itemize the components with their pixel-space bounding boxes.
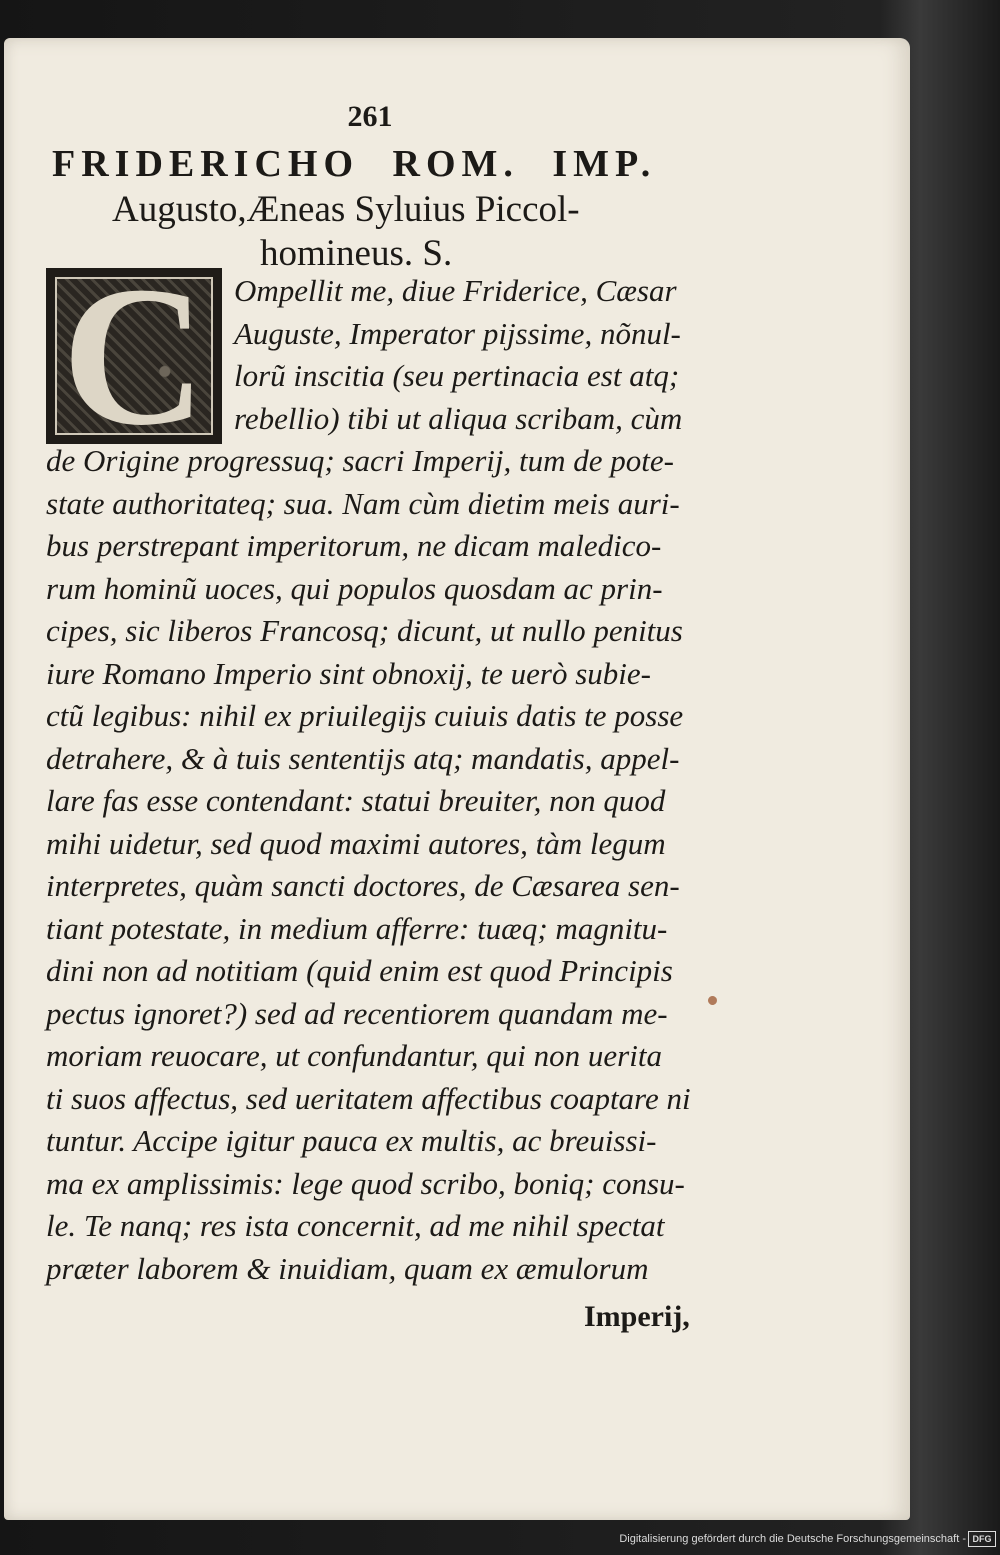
- title-line-2: Augusto,Æneas Syluius Piccol-: [112, 189, 580, 230]
- catchword: Imperij,: [584, 1300, 690, 1333]
- digitization-credit: Digitalisierung gefördert durch die Deutsche Forschungsgemeinschaft -: [619, 1533, 966, 1545]
- body-text-line: dini non ad notitiam (quid enim est quod Principis: [46, 953, 673, 988]
- body-text-line: tiant potestate, in medium afferre: tuæq; magnitu-: [46, 911, 668, 946]
- body-text-line: ti suos affectus, sed ueritatem affectibus coaptare ni: [46, 1081, 691, 1116]
- page-number: 261: [347, 100, 393, 133]
- body-text-line: lorũ inscitia (seu pertinacia est atq;: [234, 358, 680, 393]
- initial-letter: C: [61, 246, 207, 467]
- title-line-3: homineus. S.: [260, 233, 453, 274]
- body-text-line: moriam reuocare, ut confundantur, qui non uerita: [46, 1038, 662, 1073]
- dfg-logo: DFG: [968, 1531, 996, 1547]
- body-text-line: de Origine progressuq; sacri Imperij, tum de pote-: [46, 443, 674, 478]
- body-text-line: cipes, sic liberos Francosq; dicunt, ut nullo penitus: [46, 613, 683, 648]
- body-text-line: lare fas esse contendant: statui breuiter, non quod: [46, 783, 666, 818]
- decorated-initial: [46, 246, 222, 467]
- body-text-line: tuntur. Accipe igitur pauca ex multis, ac breuissi-: [46, 1123, 657, 1158]
- body-text-line: pectus ignoret?) sed ad recentiorem quandam me-: [46, 996, 668, 1031]
- title-line-1: FRIDERICHO ROM. IMP.: [52, 143, 657, 185]
- body-text-line: Ompellit me, diue Friderice, Cæsar: [234, 273, 677, 308]
- body-text-line: Auguste, Imperator pijssime, nõnul-: [234, 316, 681, 351]
- body-text-line: rum hominũ uoces, qui populos quosdam ac prin-: [46, 571, 663, 606]
- body-text-line: ctũ legibus: nihil ex priuilegijs cuiuis datis te posse: [46, 698, 684, 733]
- body-text-line: bus perstrepant imperitorum, ne dicam maledico-: [46, 528, 662, 563]
- body-text-line: interpretes, quàm sancti doctores, de Cæsarea sen-: [46, 868, 680, 903]
- body-text-line: iure Romano Imperio sint obnoxij, te uerò subie-: [46, 656, 651, 691]
- body-text-line: præter laborem & inuidiam, quam ex æmulorum: [46, 1251, 649, 1286]
- body-text-line: ma ex amplissimis: lege quod scribo, boniq; consu-: [46, 1166, 685, 1201]
- body-text-line: state authoritateq; sua. Nam cùm dietim meis auri-: [46, 486, 680, 521]
- initial-ornament: [55, 246, 213, 467]
- body-text-line: mihi uidetur, sed quod maximi autores, tàm legum: [46, 826, 666, 861]
- body-text-line: le. Te nanq; res ista concernit, ad me nihil spectat: [46, 1208, 665, 1243]
- body-text-line: rebellio) tibi ut aliqua scribam, cùm: [234, 401, 683, 436]
- body-text-line: detrahere, & à tuis sententijs atq; mandatis, appel-: [46, 741, 680, 776]
